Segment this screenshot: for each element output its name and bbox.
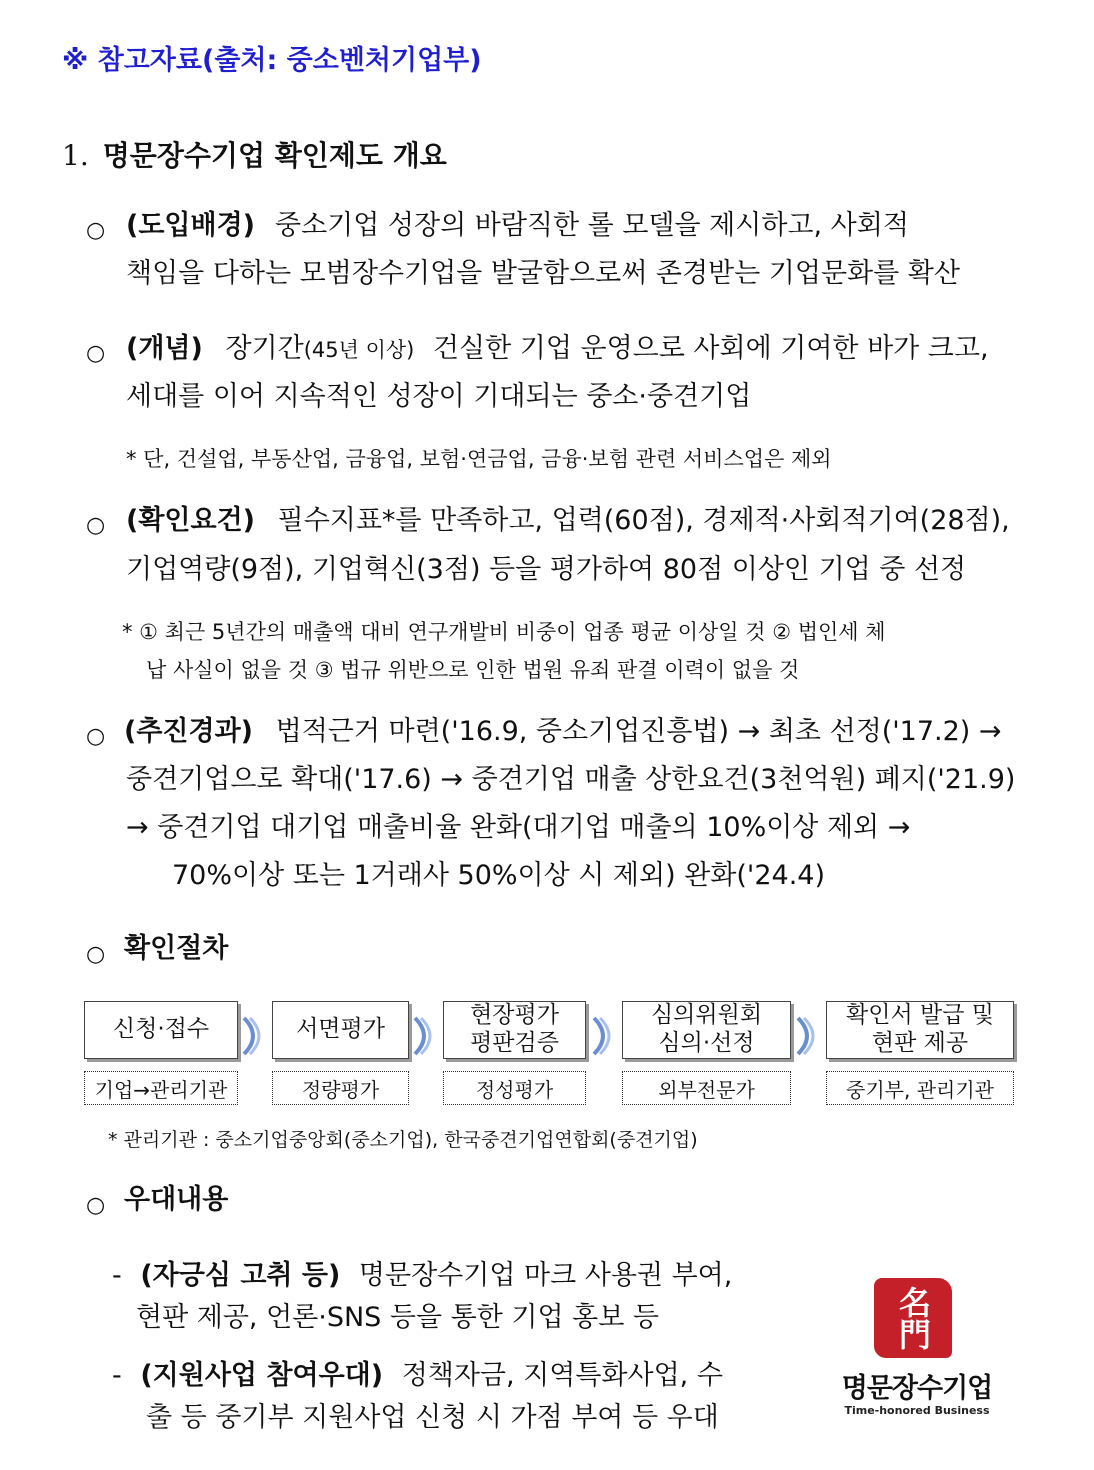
benefit-2-label: (지원사업 참여우대): [140, 1360, 384, 1391]
logo-name: 명문장수기업: [841, 1373, 993, 1404]
procedure-step-5: [826, 1001, 1014, 1059]
bullet-icon: ○: [86, 1193, 106, 1218]
requirements-note1: * ① 최근 5년간의 매출액 대비 연구개발비 비중이 업종 평균 이상일 것 ② 법인세 체: [122, 620, 886, 644]
chevron-right-icon: [794, 1014, 824, 1058]
dash: -: [112, 1360, 122, 1391]
chevron-right-icon: [590, 1014, 620, 1058]
dash: -: [112, 1260, 122, 1291]
procedure-sub-1: 기업→관리기관: [84, 1071, 238, 1105]
bullet-icon: ○: [86, 218, 106, 243]
history-line2: 중견기업으로 확대('17.6) → 중견기업 매출 상한요건(3천억원) 폐지('21.9): [126, 764, 1016, 795]
benefit-item-1-line1: [112, 1262, 732, 1289]
intro-text1: 중소기업 성장의 바람직한 롤 모델을 제시하고, 사회적: [275, 210, 909, 241]
benefit-item-1-line2: 현판 제공, 언론·SNS 등을 통한 기업 홍보 등: [136, 1302, 659, 1333]
procedure-step-3: [443, 1001, 586, 1059]
concept-line1: [126, 335, 989, 362]
requirements-text1: 필수지표*를 만족하고, 업력(60점), 경제적·사회적기여(28점),: [277, 505, 1010, 536]
step-4-label-1: 심의위원회: [650, 1002, 763, 1029]
company-logo: [822, 1270, 1012, 1430]
intro-line1: [126, 212, 1026, 239]
step-4-label-2: 심의·선정: [658, 1030, 755, 1056]
requirements-label: (확인요건): [126, 505, 256, 536]
history-label: (추진경과): [124, 716, 254, 747]
concept-text-b: 건실한 기업 운영으로 사회에 기여한 바가 크고,: [432, 333, 989, 364]
history-text1: 법적근거 마련('16.9, 중소기업진흥법) → 최초 선정('17.2) →: [275, 716, 1002, 747]
procedure-sub-5: 중기부, 관리기관: [826, 1071, 1014, 1105]
step-5-label-1: 확인서 발급 및: [846, 1002, 994, 1029]
logo-tagline: Time-honored Business: [844, 1404, 990, 1417]
procedure-sub-2: 정량평가: [272, 1071, 409, 1105]
requirements-line2: 기업역량(9점), 기업혁신(3점) 등을 평가하여 80점 이상인 기업 중 선정: [126, 554, 967, 585]
reference-header: ※ 참고자료(출처: 중소벤처기업부): [62, 45, 482, 76]
procedure-title: 확인절차: [124, 933, 229, 964]
intro-line2: 책임을 다하는 모범장수기업을 발굴함으로써 존경받는 기업문화를 확산: [126, 258, 960, 289]
concept-line2: 세대를 이어 지속적인 성장이 기대되는 중소·중견기업: [126, 381, 752, 412]
requirements-line1: [126, 507, 1010, 534]
history-line1: [124, 718, 1002, 745]
history-line4: 70%이상 또는 1거래사 50%이상 시 제외) 완화('24.4): [172, 860, 825, 891]
section-title-text: 명문장수기업 확인제도 개요: [102, 139, 447, 172]
benefit-item-2-line2: 출 등 중기부 지원사업 신청 시 가점 부여 등 우대: [146, 1402, 719, 1433]
intro-label: (도입배경): [126, 210, 256, 241]
step-1-label: 신청·접수: [112, 1016, 210, 1043]
benefit-item-2-line1: [112, 1362, 723, 1389]
section-number: 1.: [62, 139, 89, 172]
procedure-sub-3: 정성평가: [443, 1071, 586, 1105]
concept-note: * 단, 건설업, 부동산업, 금융업, 보험·연금업, 금융·보험 관련 서비스업은 제외: [126, 447, 832, 471]
benefit-1-text: 명문장수기업 마크 사용권 부여,: [358, 1260, 733, 1291]
procedure-step-4: [622, 1001, 791, 1059]
procedure-step-2: [272, 1001, 409, 1059]
step-5-label-2: 현판 제공: [871, 1030, 969, 1056]
concept-text-a: 장기간: [225, 333, 304, 364]
requirements-note2: 납 사실이 없을 것 ③ 법규 위반으로 인한 법원 유죄 판결 이력이 없을 것: [146, 658, 800, 682]
benefits-title: 우대내용: [124, 1184, 229, 1215]
concept-text-small: (45년 이상): [303, 338, 415, 362]
bullet-icon: ○: [86, 724, 106, 749]
concept-label: (개념): [126, 333, 203, 364]
chevron-right-icon: [411, 1014, 441, 1058]
benefit-2-text: 정책자금, 지역특화사업, 수: [401, 1360, 723, 1391]
benefit-1-label: (자긍심 고취 등): [140, 1260, 341, 1291]
bullet-icon: ○: [86, 513, 106, 538]
procedure-sub-4: 외부전문가: [622, 1071, 791, 1105]
step-2-label: 서면평가: [296, 1016, 385, 1043]
procedure-note: * 관리기관 : 중소기업중앙회(중소기업), 한국중견기업연합회(중견기업): [108, 1129, 698, 1151]
seal-icon: 名門: [874, 1278, 952, 1358]
procedure-step-1: [84, 1001, 238, 1059]
bullet-icon: ○: [86, 942, 106, 967]
step-3-label-1: 현장평가: [470, 1002, 559, 1029]
step-3-label-2: 평판검증: [470, 1030, 559, 1056]
bullet-icon: ○: [86, 341, 106, 366]
history-line3: → 중견기업 대기업 매출비율 완화(대기업 매출의 10%이상 제외 →: [126, 812, 911, 843]
chevron-right-icon: [240, 1014, 270, 1058]
section-title: [62, 134, 447, 174]
